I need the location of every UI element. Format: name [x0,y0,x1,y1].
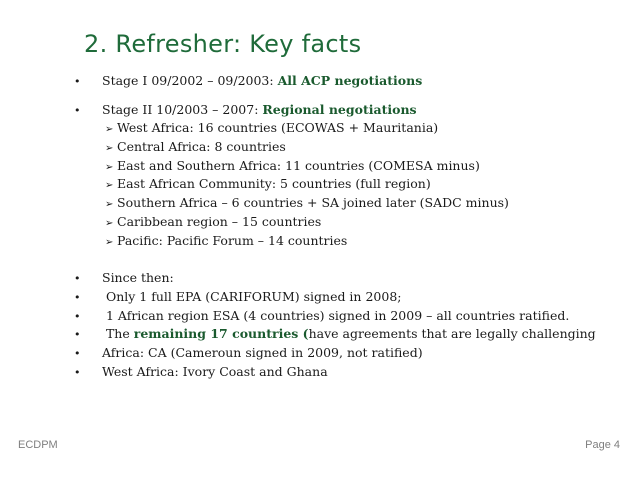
list-item: • 1 African region ESA (4 countries) signed in 2009 – all countries ratified. [74,307,570,323]
bullet-dot-icon: • [74,328,81,342]
arrow-right-icon: ➢ [105,124,114,136]
list-item-remaining [74,326,624,345]
list-item-stage-2 [74,102,624,121]
sub-list-item: ➢ Caribbean region – 15 countries [105,213,322,229]
bullet-dot-icon: • [74,272,81,286]
sub-list-item: ➢ Central Africa: 8 countries [105,139,286,155]
list-item: • Africa: CA (Cameroun signed in 2009, not ratified) [74,344,423,360]
arrow-right-icon: ➢ [105,161,114,173]
bullet-dot-icon: • [74,103,81,117]
list-item: • Only 1 full EPA (CARIFORUM) signed in 2008; [74,288,402,304]
sub-list-item: ➢ Southern Africa – 6 countries + SA joined later (SADC minus) [105,195,509,211]
list-item: • Since then: [74,270,174,286]
bullet-dot-icon: • [74,346,81,360]
list-item-text: Stage I 09/2002 – 09/2003: All ACP negotiations [102,73,423,88]
emphasis-text: All ACP negotiations [277,73,423,88]
bullet-dot-icon: • [74,290,81,304]
bullet-list [74,73,624,382]
arrow-right-icon: ➢ [105,236,114,248]
bullet-dot-icon: • [74,75,81,88]
sub-list-item: ➢ West Africa: 16 countries (ECOWAS + Mauritania) [105,120,439,136]
list-item-text: The remaining 17 countries (have agreements that are legally challenging [102,326,596,342]
arrow-right-icon: ➢ [105,180,114,192]
arrow-right-icon: ➢ [105,217,114,229]
list-item-stage-1 [74,73,624,92]
sub-list-item: ➢ Pacific: Pacific Forum – 14 countries [105,232,348,248]
bullet-dot-icon: • [74,365,81,379]
arrow-right-icon: ➢ [105,143,114,155]
footer-org-label: ECDPM [18,439,58,451]
arrow-right-icon: ➢ [105,199,114,211]
bullet-dot-icon: • [74,309,81,323]
sub-list-item: ➢ East African Community: 5 countries (full region) [105,176,431,192]
page-number: Page 4 [585,439,620,451]
emphasis-text: Regional negotiations [262,101,417,117]
emphasis-text: remaining 17 countries ( [133,326,309,342]
list-item: • West Africa: Ivory Coast and Ghana [74,363,328,379]
list-item-text: Stage II 10/2003 – 2007: Regional negotiations [102,101,417,117]
sub-list-item: ➢ East and Southern Africa: 11 countries (COMESA minus) [105,157,480,173]
slide-title: 2. Refresher: Key facts [84,30,362,58]
